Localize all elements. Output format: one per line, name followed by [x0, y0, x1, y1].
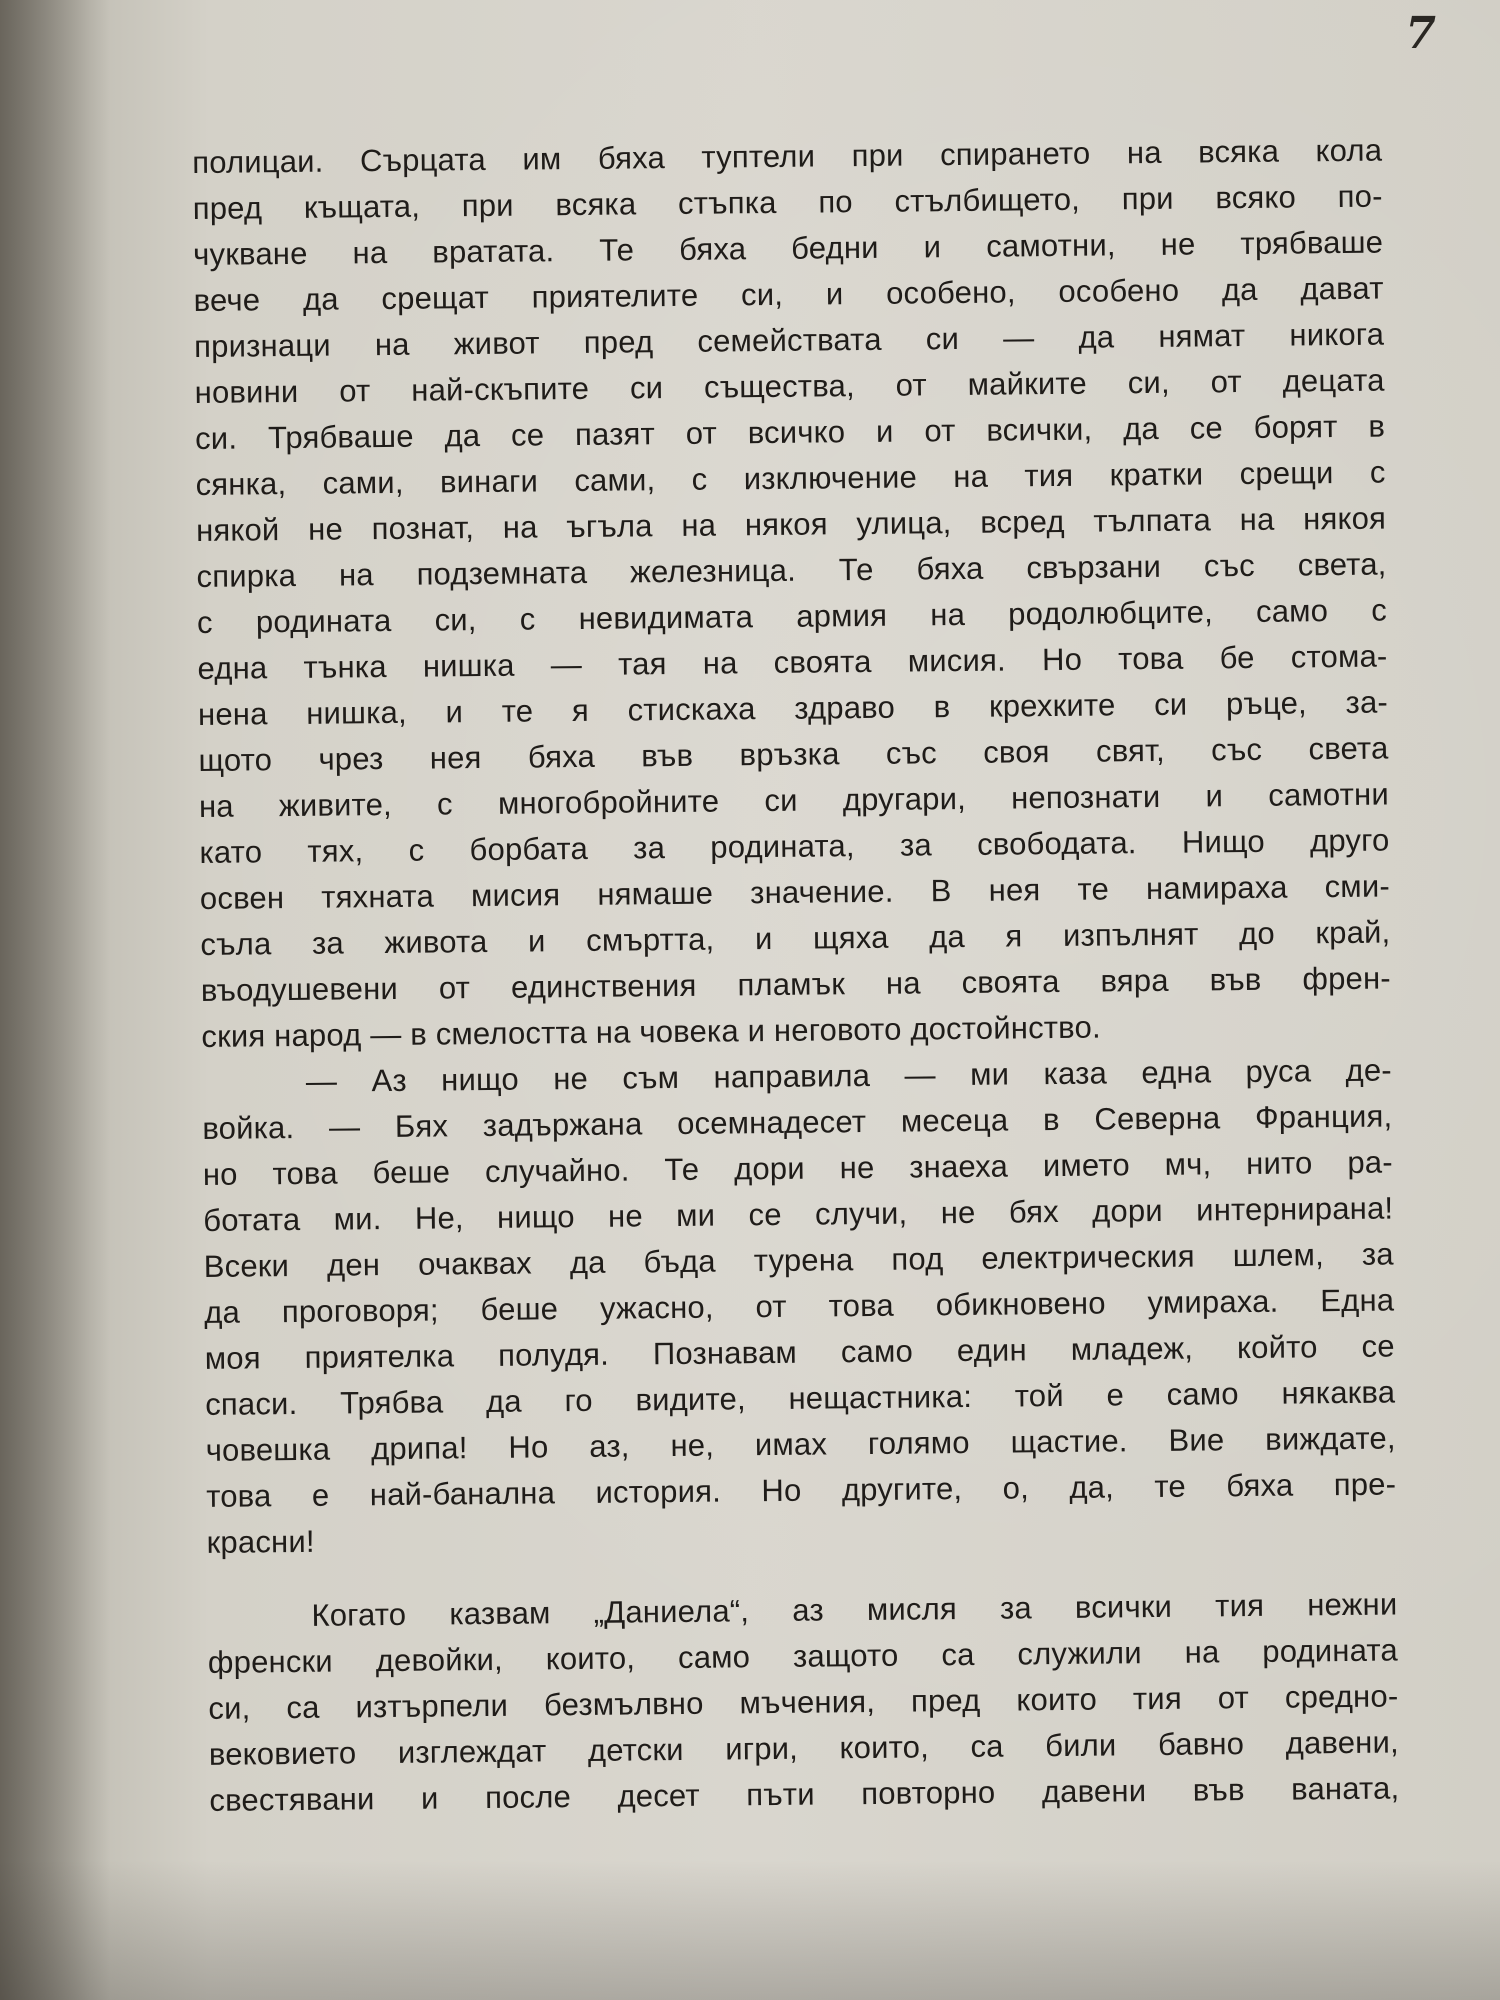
binding-shadow: [0, 0, 110, 2000]
text-line: някой не познат, на ъгъла на някоя улица, всред тълпата на някоя: [195, 500, 1387, 548]
text-line: с родината си, с невидимата армия на родолюбците, само с: [196, 592, 1388, 640]
text-line: това е най-банална история. Но другите, о, да, те бяха пре-: [206, 1466, 1397, 1514]
text-line: Всеки ден очаквах да бъда турена под електрическия шлем, за: [203, 1236, 1394, 1284]
text-line: пред къщата, при всяка стъпка по стълбището, при всяко по-: [192, 178, 1383, 226]
text-line: но това беше случайно. Те дори не знаеха името мч, нито ра-: [202, 1144, 1393, 1192]
text-line: си, са изтърпели безмълвно мъчения, пред които тия от средно-: [208, 1678, 1399, 1726]
text-line: човешка дрипа! Но аз, не, имах голямо щастие. Вие виждате,: [205, 1420, 1396, 1468]
paragraph-3: [207, 1581, 1399, 1823]
paragraph-2: [202, 1047, 1397, 1565]
text-line: новини от най-скъпите си същества, от майките си, от децата: [194, 362, 1385, 410]
text-line: вековието изглеждат детски игри, които, са били бавно давени,: [208, 1724, 1400, 1772]
text-line: ботата ми. Не, нищо не ми се случи, не бях дори интернирана!: [203, 1190, 1394, 1238]
page-bottom-shadow: [0, 1860, 1500, 2000]
text-line: чукване на вратата. Те бяха бедни и самотни, не трябваше: [193, 224, 1384, 272]
text-line: като тях, с борбата за родината, за свободата. Нищо друго: [199, 822, 1390, 870]
text-line: освен тяхната мисия нямаше значение. В нея те намираха сми-: [199, 868, 1391, 916]
text-line: въодушевени от единствения пламък на своята вяра във френ-: [200, 960, 1392, 1008]
text-line: да проговоря; беше ужасно, от това обикновено умираха. Една: [204, 1282, 1395, 1330]
text-line: нена нишка, и те я стискаха здраво в крехките си ръце, за-: [197, 684, 1389, 732]
text-line: спирка на подземната железница. Те бяха свързани със света,: [196, 546, 1387, 594]
body-text: [192, 128, 1400, 1824]
text-line: вече да срещат приятелите си, и особено, особено да дават: [193, 270, 1384, 318]
text-line: ския народ — в смелостта на човека и неговото достойнство.: [201, 1009, 1101, 1054]
text-line: сянка, сами, винаги сами, с изключение на тия кратки срещи с: [195, 454, 1386, 502]
paragraph-1: [192, 128, 1392, 1060]
text-line: на живите, с многобройните си другари, непознати и самотни: [198, 776, 1390, 824]
text-line: моя приятелка полудя. Познавам само един младеж, който се: [204, 1328, 1395, 1376]
text-line: съла за живота и смъртта, и щяха да я изпълнят до край,: [200, 914, 1391, 962]
text-line: полицаи. Сърцата им бяха туптели при спирането на всяка кола: [192, 132, 1383, 180]
text-line: войка. — Бях задържана осемнадесет месеца в Северна Франция,: [202, 1098, 1393, 1146]
text-line: спаси. Трябва да го видите, нещастника: той е само някаква: [205, 1374, 1396, 1422]
text-line: френски девойки, които, само защото са служили на родината: [207, 1632, 1399, 1680]
text-line: Когато казвам „Даниела“, аз мисля за всички тия нежни: [311, 1586, 1398, 1633]
page-number: 7: [1405, 8, 1436, 59]
text-line: си. Трябваше да се пазят от всичко и от всички, да се борят в: [194, 408, 1386, 456]
text-line: признаци на живот пред семействата си — да нямат никога: [193, 316, 1385, 364]
text-line: красни!: [206, 1523, 315, 1560]
text-line: свестявани и после десет пъти повторно давени във ваната,: [209, 1770, 1400, 1818]
text-line: — Аз нищо не съм направила — ми каза една руса де-: [305, 1052, 1392, 1099]
text-line: една тънка нишка — тая на своята мисия. Но това бе стома-: [197, 638, 1388, 686]
text-line: щото чрез нея бяха във връзка със своя свят, със света: [198, 730, 1389, 778]
